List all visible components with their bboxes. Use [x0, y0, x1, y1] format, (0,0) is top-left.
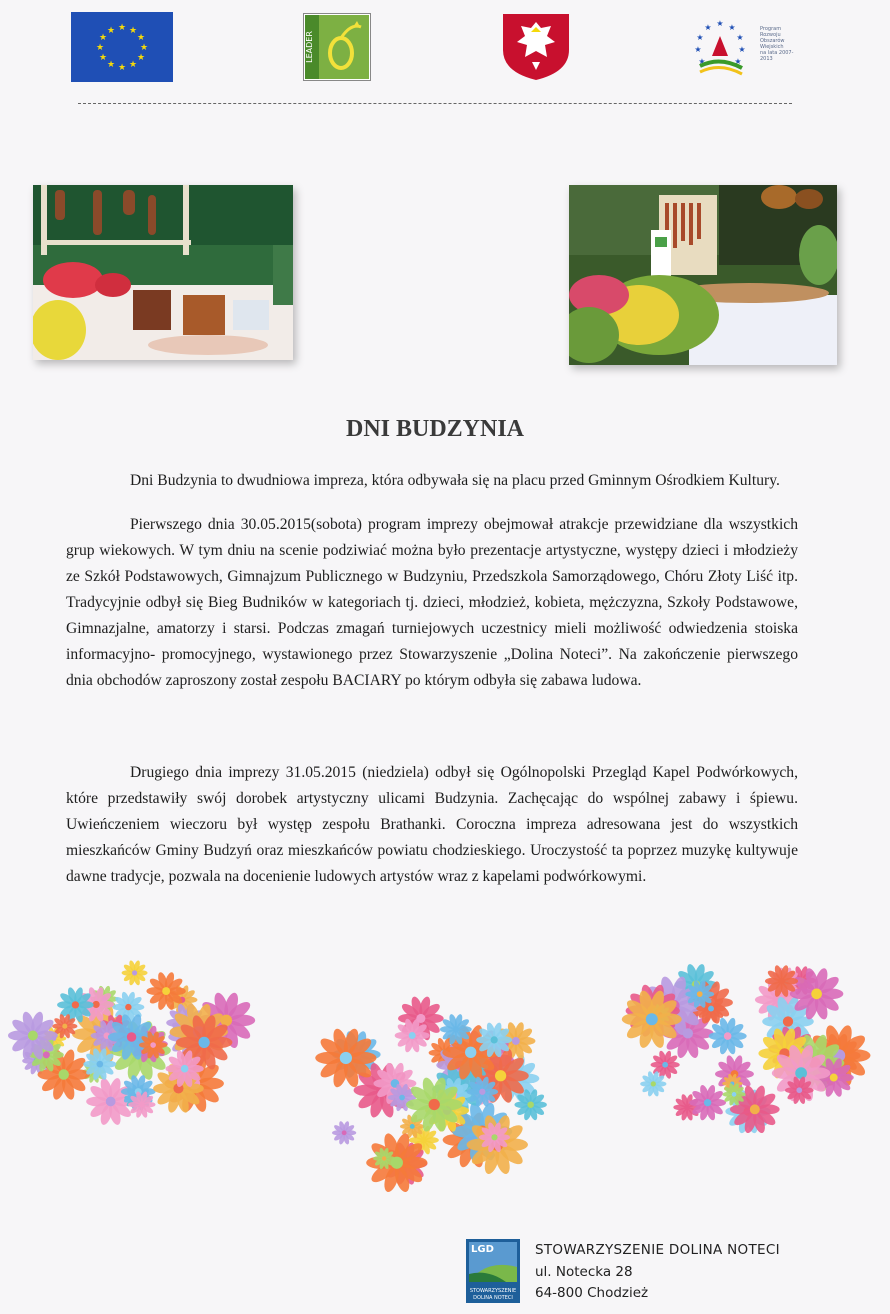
lgd-logo-sub2: DOLINA NOTECI — [473, 1295, 513, 1301]
svg-text:★: ★ — [694, 45, 702, 54]
svg-text:★: ★ — [117, 23, 127, 33]
flower — [689, 1084, 726, 1121]
organization-name: STOWARZYSZENIE DOLINA NOTECI — [535, 1242, 780, 1258]
flower-cluster-right — [610, 940, 880, 1150]
svg-text:★: ★ — [98, 53, 108, 63]
market-stall-photo-right — [569, 185, 837, 365]
svg-text:★: ★ — [696, 33, 704, 42]
lgd-logo — [466, 1239, 520, 1303]
prow-logo — [682, 16, 794, 82]
svg-text:★: ★ — [98, 33, 108, 43]
organization-city: 64-800 Chodzież — [535, 1285, 649, 1301]
svg-text:★: ★ — [128, 26, 138, 36]
svg-text:★: ★ — [136, 33, 146, 43]
leader-logo — [303, 13, 371, 81]
paragraph-day-two: Drugiego dnia imprezy 31.05.2015 (niedziela) odbył się Ogólnopolski Przegląd Kapel Podwórkowych, które przedstawiły swój dorobek artystyczny ulicami Budzynia. Zachęcając do wspólnej zabawy i śpiewu. Uwieńczeniem wieczoru był występ zespołu Brathanki. Coroczna impreza adresowana jest do wszystkich mieszkańców Gminy Budzyń oraz mieszkańców powiatu chodzieskiego. Uroczystość ta poprzez muzykę kultywuje dawne tradycje, pozwala na docenienie ludowych artystów wraz z kapelami podwórkowymi. — [66, 764, 798, 885]
prow-caption: Program Rozwoju Obszarów Wiejskich na lata 2007-2013 — [760, 26, 794, 62]
flower-cluster-left — [0, 930, 260, 1140]
flower — [709, 1017, 747, 1055]
svg-text:★: ★ — [738, 45, 746, 54]
svg-text:★: ★ — [117, 63, 127, 73]
organization-street: ul. Notecka 28 — [535, 1264, 633, 1280]
svg-text:★: ★ — [139, 43, 149, 53]
paragraph-intro: Dni Budzynia to dwudniowa impreza, która odbywała się na placu przed Gminnym Ośrodkiem Kultury. — [130, 472, 780, 489]
svg-text:★: ★ — [698, 57, 706, 66]
svg-text:★: ★ — [106, 60, 116, 70]
svg-text:★: ★ — [128, 60, 138, 70]
lgd-logo-sub1: STOWARZYSZENIE — [469, 1288, 517, 1294]
svg-text:★: ★ — [704, 23, 712, 32]
market-stall-photo-left — [33, 185, 293, 360]
svg-text:★: ★ — [106, 26, 116, 36]
flower — [332, 1121, 356, 1146]
paragraph-day-one: Pierwszego dnia 30.05.2015(sobota) program imprezy obejmował atrakcje przewidziane dla wszystkich grup wiekowych. W tym dniu na scenie podziwiać można było prezentacje artystyczne, występy dzieci i młodzieży ze Szkół Podstawowych, Gimnajzum Publicznego w Budzyniu, Przedszkola Samorządowego, Chóru Złoty Liść itp. Tradycyjnie odbył się Bieg Budników w kategoriach tj. dzieci, młodzież, kobieta, mężczyzna, Szkoły Podstawowe, Gimnazjalne, amatorzy i starsi. Podczas zmagań turniejowych uczestnicy mieli możliwość odwiedzenia stoiska informacyjno- promocyjnego, wystawionego przez Stowarzyszenie „Dolina Noteci”. Na zakończenie pierwszego dnia obchodów zaproszony został zespołu BACIARY po którym odbyła się zabawa ludowa. — [66, 516, 798, 689]
wielkopolska-crest — [501, 12, 571, 82]
eu-flag-logo — [71, 12, 173, 82]
flower — [122, 960, 148, 986]
svg-text:★: ★ — [736, 33, 744, 42]
svg-text:★: ★ — [734, 57, 742, 66]
svg-text:★: ★ — [95, 43, 105, 53]
svg-text:★: ★ — [716, 19, 724, 28]
lgd-logo-text: LGD — [471, 1244, 494, 1255]
svg-text:★: ★ — [136, 53, 146, 63]
svg-text:★: ★ — [728, 23, 736, 32]
flower-cluster-middle — [292, 985, 570, 1195]
page-title: DNI BUDZYNIA — [345, 416, 525, 442]
leader-text: LEADER — [305, 31, 314, 63]
header-divider — [78, 103, 792, 104]
